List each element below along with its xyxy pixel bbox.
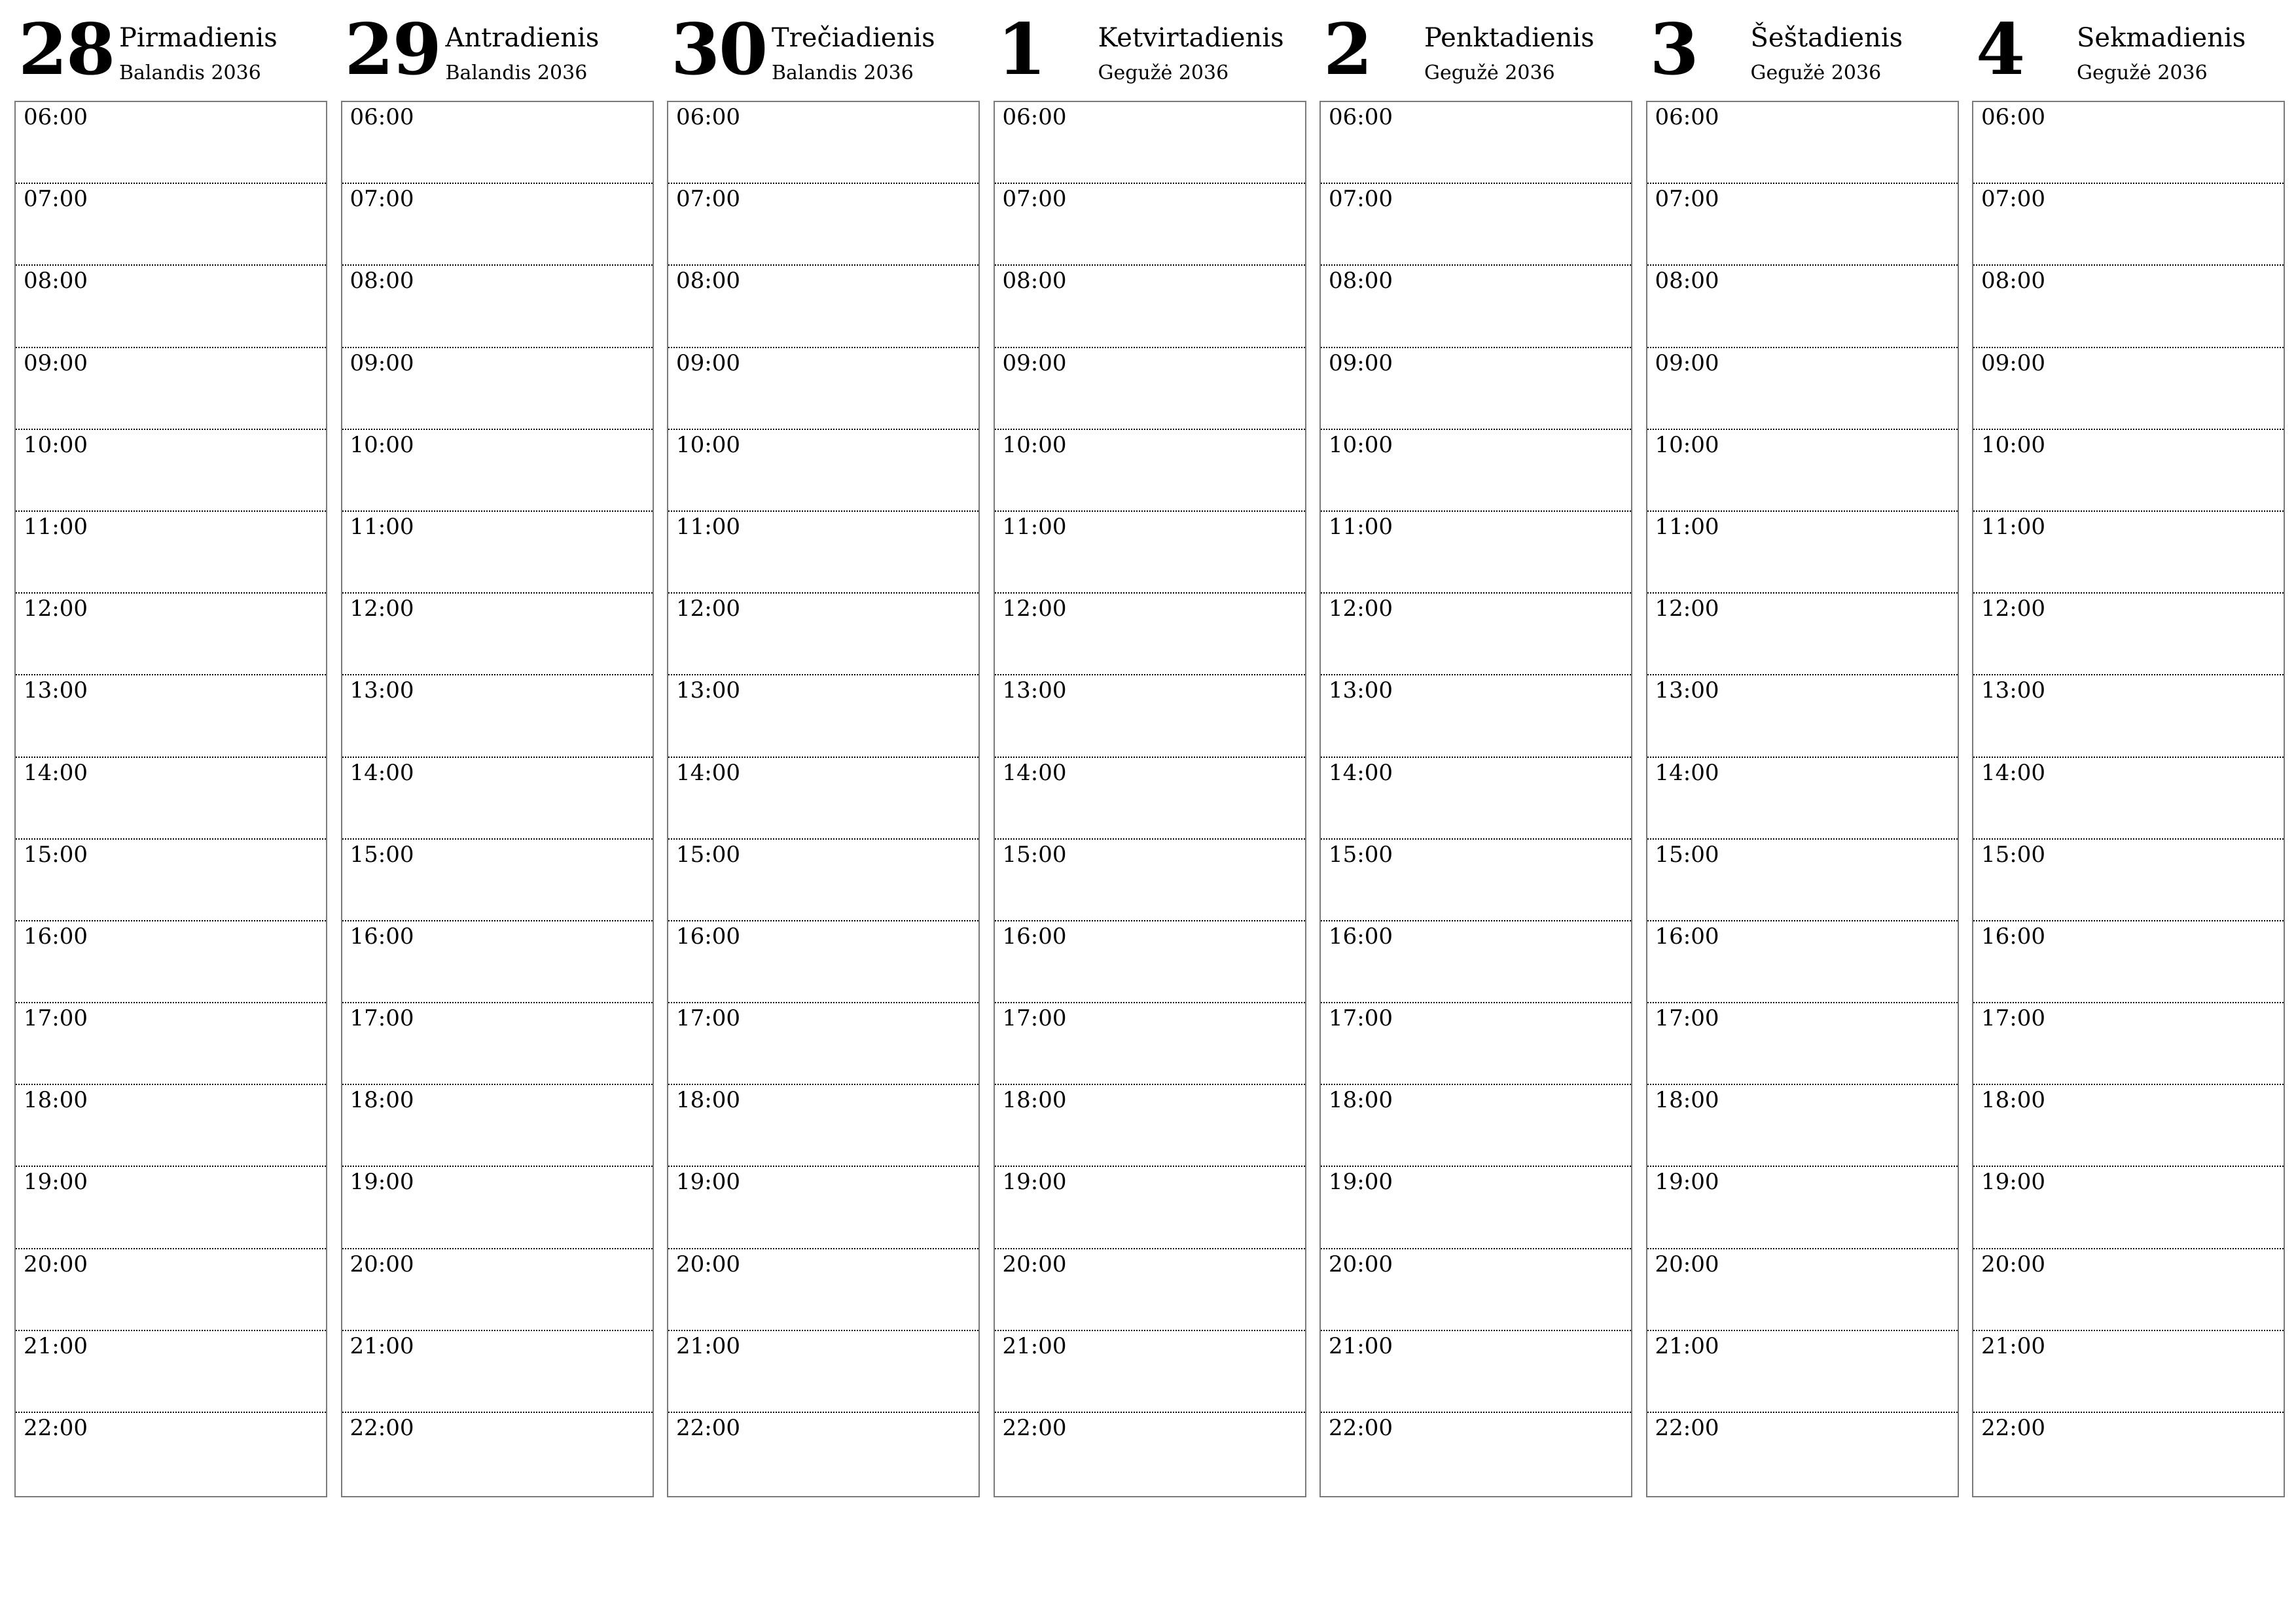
hour-slot[interactable]: [1647, 921, 1958, 1003]
hour-label: 16:00: [1981, 923, 2045, 950]
hour-slot[interactable]: [668, 1249, 978, 1331]
hour-slot[interactable]: [342, 1167, 653, 1249]
hour-slot[interactable]: [16, 1413, 326, 1493]
hour-slot[interactable]: [1973, 675, 2284, 757]
hour-slot[interactable]: [1321, 1413, 1631, 1493]
hour-label: 21:00: [1002, 1332, 1067, 1359]
hour-label: 13:00: [24, 677, 88, 704]
hour-slot[interactable]: [1321, 1003, 1631, 1085]
hour-label: 14:00: [24, 759, 88, 786]
hour-slot[interactable]: [1321, 1249, 1631, 1331]
hour-label: 06:00: [24, 104, 88, 130]
hour-label: 20:00: [1981, 1251, 2045, 1277]
hour-slot[interactable]: [1321, 675, 1631, 757]
hour-slot[interactable]: [1973, 1167, 2284, 1249]
day-header: [1319, 0, 1632, 98]
hour-slot[interactable]: [1973, 1249, 2284, 1331]
day-column: [994, 0, 1306, 1505]
hour-label: 19:00: [676, 1169, 740, 1196]
day-header: [14, 0, 327, 98]
hour-slot[interactable]: [668, 512, 978, 594]
hour-slot[interactable]: [668, 430, 978, 512]
hour-slot[interactable]: [1321, 594, 1631, 675]
hour-label: 09:00: [1981, 349, 2045, 376]
hour-slot[interactable]: [16, 758, 326, 840]
hour-label: 22:00: [1981, 1415, 2045, 1441]
day-month-year: Gegužė 2036: [1424, 62, 1555, 84]
hour-slot[interactable]: [995, 348, 1305, 430]
hour-slot[interactable]: [668, 1413, 978, 1493]
hour-slot[interactable]: [342, 512, 653, 594]
hour-label: 08:00: [1655, 268, 1719, 294]
hour-label: 16:00: [1002, 923, 1067, 950]
hour-label: 17:00: [1655, 1005, 1719, 1032]
hour-label: 12:00: [24, 596, 88, 622]
hour-slot[interactable]: [995, 758, 1305, 840]
hour-slot[interactable]: [1973, 430, 2284, 512]
hour-label: 07:00: [1655, 186, 1719, 213]
hour-label: 10:00: [1329, 431, 1393, 458]
hour-label: 13:00: [1329, 677, 1393, 704]
hour-slot[interactable]: [995, 266, 1305, 348]
day-month-year: Gegužė 2036: [1750, 62, 1882, 84]
hour-label: 08:00: [1981, 268, 2045, 294]
hour-label: 11:00: [1981, 513, 2045, 540]
hour-label: 06:00: [1329, 104, 1393, 130]
hour-label: 21:00: [676, 1332, 740, 1359]
hour-slot[interactable]: [342, 266, 653, 348]
hour-slot[interactable]: [16, 266, 326, 348]
hour-label: 18:00: [1655, 1087, 1719, 1114]
hour-slot[interactable]: [16, 594, 326, 675]
hour-slot[interactable]: [342, 348, 653, 430]
hour-slot[interactable]: [1647, 840, 1958, 921]
hour-slot[interactable]: [995, 1331, 1305, 1413]
hour-slot[interactable]: [1647, 1085, 1958, 1167]
hour-label: 20:00: [350, 1251, 414, 1277]
hour-slot[interactable]: [995, 184, 1305, 266]
hour-label: 22:00: [350, 1415, 414, 1441]
hour-label: 06:00: [1002, 104, 1067, 130]
hour-label: 14:00: [350, 759, 414, 786]
day-schedule-box: [14, 101, 327, 1497]
hour-label: 13:00: [350, 677, 414, 704]
hour-slot[interactable]: [16, 840, 326, 921]
hour-label: 21:00: [350, 1332, 414, 1359]
hour-slot[interactable]: [668, 1085, 978, 1167]
hour-label: 13:00: [1981, 677, 2045, 704]
day-name: Pirmadienis: [119, 23, 278, 53]
hour-label: 19:00: [1329, 1169, 1393, 1196]
hour-label: 09:00: [350, 349, 414, 376]
hour-label: 06:00: [350, 104, 414, 130]
day-schedule-box: [1319, 101, 1632, 1497]
hour-slot[interactable]: [16, 430, 326, 512]
day-month-year: Balandis 2036: [445, 62, 588, 84]
hour-label: 14:00: [1329, 759, 1393, 786]
hour-label: 20:00: [1655, 1251, 1719, 1277]
day-number: 3: [1649, 9, 1698, 91]
hour-label: 14:00: [1655, 759, 1719, 786]
hour-label: 11:00: [24, 513, 88, 540]
hour-slot[interactable]: [1647, 1331, 1958, 1413]
hour-slot[interactable]: [342, 840, 653, 921]
day-column: [1972, 0, 2285, 1505]
hour-slot[interactable]: [16, 1085, 326, 1167]
day-header: [1972, 0, 2285, 98]
hour-label: 08:00: [350, 268, 414, 294]
hour-slot[interactable]: [668, 102, 978, 184]
hour-label: 17:00: [1002, 1005, 1067, 1032]
hour-slot[interactable]: [668, 1167, 978, 1249]
hour-slot[interactable]: [342, 184, 653, 266]
hour-slot[interactable]: [995, 430, 1305, 512]
hour-label: 19:00: [350, 1169, 414, 1196]
day-name: Penktadienis: [1424, 23, 1594, 53]
day-name: Sekmadienis: [2077, 23, 2246, 53]
day-month-year: Balandis 2036: [772, 62, 914, 84]
hour-label: 20:00: [1002, 1251, 1067, 1277]
hour-slot[interactable]: [1647, 102, 1958, 184]
hour-label: 17:00: [350, 1005, 414, 1032]
hour-label: 07:00: [676, 186, 740, 213]
hour-slot[interactable]: [1321, 348, 1631, 430]
hour-label: 18:00: [1329, 1087, 1393, 1114]
hour-label: 22:00: [1329, 1415, 1393, 1441]
hour-label: 18:00: [24, 1087, 88, 1114]
hour-label: 17:00: [24, 1005, 88, 1032]
day-column: [1319, 0, 1632, 1505]
hour-label: 19:00: [24, 1169, 88, 1196]
day-schedule-box: [1972, 101, 2285, 1497]
hour-slot[interactable]: [1973, 266, 2284, 348]
hour-label: 22:00: [1002, 1415, 1067, 1441]
hour-label: 14:00: [1002, 759, 1067, 786]
hour-label: 07:00: [1002, 186, 1067, 213]
hour-slot[interactable]: [1647, 1413, 1958, 1493]
hour-slot[interactable]: [16, 512, 326, 594]
hour-label: 11:00: [676, 513, 740, 540]
hour-slot[interactable]: [668, 348, 978, 430]
hour-slot[interactable]: [1647, 758, 1958, 840]
hour-slot[interactable]: [342, 102, 653, 184]
hour-slot[interactable]: [995, 1085, 1305, 1167]
hour-label: 13:00: [1655, 677, 1719, 704]
day-schedule-box: [994, 101, 1306, 1497]
hour-label: 10:00: [24, 431, 88, 458]
hour-slot[interactable]: [1647, 348, 1958, 430]
hour-slot[interactable]: [1647, 1003, 1958, 1085]
hour-slot[interactable]: [16, 348, 326, 430]
hour-slot[interactable]: [1973, 594, 2284, 675]
hour-slot[interactable]: [1321, 184, 1631, 266]
hour-label: 17:00: [1981, 1005, 2045, 1032]
hour-slot[interactable]: [668, 921, 978, 1003]
hour-label: 14:00: [676, 759, 740, 786]
hour-slot[interactable]: [668, 266, 978, 348]
hour-label: 08:00: [1329, 268, 1393, 294]
hour-label: 15:00: [1329, 841, 1393, 868]
hour-slot[interactable]: [1321, 840, 1631, 921]
day-month-year: Gegužė 2036: [1098, 62, 1229, 84]
hour-slot[interactable]: [1647, 1167, 1958, 1249]
day-column: [667, 0, 980, 1505]
hour-slot[interactable]: [995, 102, 1305, 184]
hour-label: 14:00: [1981, 759, 2045, 786]
hour-slot[interactable]: [668, 184, 978, 266]
hour-slot[interactable]: [1973, 348, 2284, 430]
hour-label: 16:00: [24, 923, 88, 950]
hour-slot[interactable]: [1973, 1413, 2284, 1493]
day-month-year: Gegužė 2036: [2077, 62, 2208, 84]
hour-label: 20:00: [676, 1251, 740, 1277]
hour-slot[interactable]: [1647, 594, 1958, 675]
hour-label: 15:00: [1981, 841, 2045, 868]
hour-label: 21:00: [24, 1332, 88, 1359]
hour-label: 10:00: [350, 431, 414, 458]
hour-slot[interactable]: [668, 840, 978, 921]
hour-label: 15:00: [676, 841, 740, 868]
hour-label: 12:00: [1002, 596, 1067, 622]
hour-slot[interactable]: [16, 1331, 326, 1413]
day-number: 30: [671, 9, 767, 91]
day-column: [1646, 0, 1959, 1505]
hour-label: 06:00: [1655, 104, 1719, 130]
hour-label: 11:00: [1655, 513, 1719, 540]
hour-slot[interactable]: [1973, 758, 2284, 840]
day-header: [994, 0, 1306, 98]
hour-label: 13:00: [1002, 677, 1067, 704]
hour-slot[interactable]: [16, 1003, 326, 1085]
hour-slot[interactable]: [342, 594, 653, 675]
hour-label: 22:00: [1655, 1415, 1719, 1441]
hour-label: 11:00: [350, 513, 414, 540]
hour-label: 16:00: [350, 923, 414, 950]
day-number: 28: [18, 9, 115, 91]
hour-slot[interactable]: [1973, 1003, 2284, 1085]
hour-slot[interactable]: [1321, 266, 1631, 348]
hour-label: 09:00: [1655, 349, 1719, 376]
hour-slot[interactable]: [1647, 266, 1958, 348]
hour-slot[interactable]: [16, 184, 326, 266]
hour-slot[interactable]: [16, 675, 326, 757]
day-header: [341, 0, 654, 98]
hour-label: 06:00: [1981, 104, 2045, 130]
hour-slot[interactable]: [1647, 184, 1958, 266]
hour-label: 09:00: [24, 349, 88, 376]
hour-label: 08:00: [676, 268, 740, 294]
day-schedule-box: [1646, 101, 1959, 1497]
hour-slot[interactable]: [342, 675, 653, 757]
hour-slot[interactable]: [668, 1331, 978, 1413]
hour-slot[interactable]: [995, 512, 1305, 594]
hour-label: 20:00: [1329, 1251, 1393, 1277]
hour-label: 08:00: [24, 268, 88, 294]
hour-label: 19:00: [1981, 1169, 2045, 1196]
hour-slot[interactable]: [995, 1003, 1305, 1085]
hour-label: 22:00: [24, 1415, 88, 1441]
hour-slot[interactable]: [995, 1413, 1305, 1493]
hour-slot[interactable]: [668, 758, 978, 840]
hour-label: 18:00: [1981, 1087, 2045, 1114]
hour-label: 15:00: [350, 841, 414, 868]
hour-slot[interactable]: [668, 1003, 978, 1085]
hour-slot[interactable]: [342, 1331, 653, 1413]
hour-slot[interactable]: [995, 594, 1305, 675]
hour-slot[interactable]: [995, 675, 1305, 757]
weekly-planner: [14, 0, 2295, 1505]
day-number: 29: [344, 9, 440, 91]
hour-slot[interactable]: [1973, 840, 2284, 921]
hour-slot[interactable]: [1973, 184, 2284, 266]
hour-label: 21:00: [1981, 1332, 2045, 1359]
hour-label: 15:00: [24, 841, 88, 868]
hour-label: 09:00: [1329, 349, 1393, 376]
hour-slot[interactable]: [342, 758, 653, 840]
hour-slot[interactable]: [342, 1003, 653, 1085]
hour-label: 07:00: [1981, 186, 2045, 213]
hour-label: 21:00: [1329, 1332, 1393, 1359]
hour-label: 09:00: [676, 349, 740, 376]
hour-slot[interactable]: [16, 1249, 326, 1331]
hour-label: 08:00: [1002, 268, 1067, 294]
hour-label: 15:00: [1655, 841, 1719, 868]
hour-label: 16:00: [676, 923, 740, 950]
hour-slot[interactable]: [1321, 921, 1631, 1003]
hour-slot[interactable]: [995, 1249, 1305, 1331]
hour-label: 12:00: [1329, 596, 1393, 622]
hour-label: 18:00: [350, 1087, 414, 1114]
hour-label: 12:00: [1981, 596, 2045, 622]
hour-slot[interactable]: [1321, 430, 1631, 512]
hour-slot[interactable]: [342, 921, 653, 1003]
hour-label: 10:00: [1981, 431, 2045, 458]
hour-slot[interactable]: [16, 921, 326, 1003]
day-name: Šeštadienis: [1750, 23, 1903, 53]
day-name: Ketvirtadienis: [1098, 23, 1284, 53]
hour-label: 10:00: [1002, 431, 1067, 458]
hour-slot[interactable]: [995, 921, 1305, 1003]
day-column: [341, 0, 654, 1505]
hour-slot[interactable]: [1321, 1167, 1631, 1249]
hour-slot[interactable]: [342, 1085, 653, 1167]
hour-slot[interactable]: [342, 430, 653, 512]
day-schedule-box: [341, 101, 654, 1497]
hour-label: 10:00: [1655, 431, 1719, 458]
hour-slot[interactable]: [995, 840, 1305, 921]
day-number: 4: [1976, 9, 2024, 91]
hour-slot[interactable]: [668, 675, 978, 757]
hour-label: 21:00: [1655, 1332, 1719, 1359]
hour-label: 13:00: [676, 677, 740, 704]
hour-label: 12:00: [676, 596, 740, 622]
hour-slot[interactable]: [1647, 675, 1958, 757]
hour-slot[interactable]: [1973, 102, 2284, 184]
hour-slot[interactable]: [1973, 921, 2284, 1003]
day-month-year: Balandis 2036: [119, 62, 261, 84]
hour-label: 10:00: [676, 431, 740, 458]
hour-slot[interactable]: [1321, 758, 1631, 840]
hour-label: 12:00: [1655, 596, 1719, 622]
hour-label: 07:00: [24, 186, 88, 213]
hour-label: 18:00: [1002, 1087, 1067, 1114]
hour-label: 11:00: [1329, 513, 1393, 540]
day-schedule-box: [667, 101, 980, 1497]
day-number: 2: [1323, 9, 1372, 91]
hour-label: 06:00: [676, 104, 740, 130]
hour-slot[interactable]: [1321, 512, 1631, 594]
hour-label: 22:00: [676, 1415, 740, 1441]
day-header: [1646, 0, 1959, 98]
hour-slot[interactable]: [16, 102, 326, 184]
hour-slot[interactable]: [995, 1167, 1305, 1249]
hour-slot[interactable]: [16, 1167, 326, 1249]
hour-slot[interactable]: [1973, 512, 2284, 594]
hour-slot[interactable]: [1647, 512, 1958, 594]
day-number: 1: [997, 9, 1045, 91]
hour-slot[interactable]: [342, 1413, 653, 1493]
day-header: [667, 0, 980, 98]
hour-label: 17:00: [676, 1005, 740, 1032]
hour-slot[interactable]: [668, 594, 978, 675]
hour-label: 07:00: [350, 186, 414, 213]
hour-slot[interactable]: [1647, 430, 1958, 512]
hour-slot[interactable]: [1321, 102, 1631, 184]
day-column: [14, 0, 327, 1505]
hour-slot[interactable]: [342, 1249, 653, 1331]
hour-label: 15:00: [1002, 841, 1067, 868]
hour-slot[interactable]: [1321, 1331, 1631, 1413]
hour-slot[interactable]: [1647, 1249, 1958, 1331]
hour-label: 17:00: [1329, 1005, 1393, 1032]
hour-slot[interactable]: [1973, 1331, 2284, 1413]
hour-label: 07:00: [1329, 186, 1393, 213]
day-name: Trečiadienis: [772, 23, 935, 53]
hour-label: 11:00: [1002, 513, 1067, 540]
hour-label: 18:00: [676, 1087, 740, 1114]
hour-label: 09:00: [1002, 349, 1067, 376]
hour-label: 12:00: [350, 596, 414, 622]
day-name: Antradienis: [445, 23, 600, 53]
hour-slot[interactable]: [1321, 1085, 1631, 1167]
hour-label: 19:00: [1655, 1169, 1719, 1196]
hour-label: 19:00: [1002, 1169, 1067, 1196]
hour-label: 20:00: [24, 1251, 88, 1277]
hour-label: 16:00: [1329, 923, 1393, 950]
hour-label: 16:00: [1655, 923, 1719, 950]
hour-slot[interactable]: [1973, 1085, 2284, 1167]
